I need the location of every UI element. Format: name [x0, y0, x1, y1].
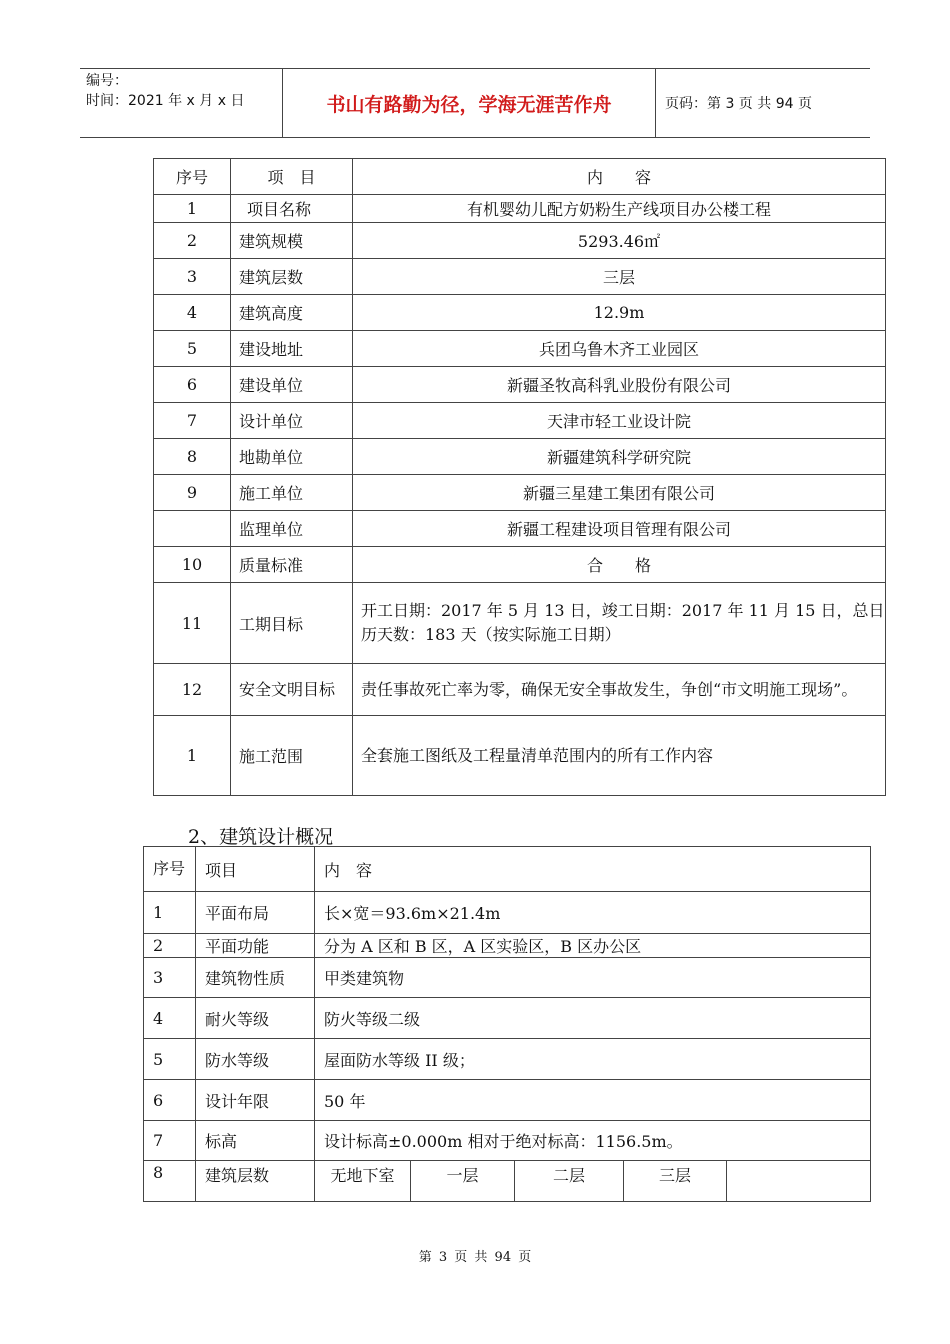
row-seq: 3	[154, 259, 231, 295]
page-footer: 第 3 页 共 94 页	[418, 1250, 532, 1265]
row-content: 合 格	[353, 547, 886, 583]
table-header-row	[154, 159, 886, 195]
row-item: 建筑层数	[196, 1161, 315, 1202]
floor-2: 二层	[515, 1161, 624, 1201]
table-row	[154, 367, 886, 403]
header-cell-item: 项目	[196, 847, 315, 892]
row-content: 开工日期：2017 年 5 月 13 日，竣工日期：2017 年 11 月 15 日，总日历天数：183 天（按实际施工日期）	[353, 583, 886, 664]
row-seq: 11	[154, 583, 231, 664]
row-item: 监理单位	[231, 511, 353, 547]
table-row	[144, 1039, 871, 1080]
design-overview-table	[143, 846, 871, 1202]
table-header-row	[144, 847, 871, 892]
row-seq	[154, 511, 231, 547]
header-motto: 书山有路勤为径，学海无涯苦作舟	[282, 69, 656, 137]
row-content: 设计标高±0.000m 相对于绝对标高：1156.5m。	[315, 1121, 871, 1161]
row-content: 三层	[353, 259, 886, 295]
row-seq: 1	[154, 195, 231, 223]
row-seq: 6	[154, 367, 231, 403]
row-seq: 12	[154, 664, 231, 716]
row-seq: 7	[144, 1121, 196, 1161]
header-meta	[80, 69, 282, 137]
table-row	[154, 716, 886, 796]
row-item: 地勘单位	[231, 439, 353, 475]
row-item: 建设地址	[231, 331, 353, 367]
row-seq: 1	[144, 892, 196, 934]
row-item: 耐火等级	[196, 998, 315, 1039]
row-item: 建筑层数	[231, 259, 353, 295]
floor-basement: 无地下室	[315, 1161, 411, 1201]
row-content: 新疆建筑科学研究院	[353, 439, 886, 475]
table-row	[154, 295, 886, 331]
row-seq: 5	[144, 1039, 196, 1080]
row-seq: 6	[144, 1080, 196, 1121]
row-seq: 8	[154, 439, 231, 475]
row-content: 全套施工图纸及工程量清单范围内的所有工作内容	[353, 716, 886, 796]
header-number: 编号：	[86, 73, 128, 89]
header-cell-item: 项 目	[231, 159, 353, 195]
table-row	[144, 934, 871, 958]
row-item: 设计年限	[196, 1080, 315, 1121]
row-item: 建筑高度	[231, 295, 353, 331]
floors-sub-cells	[315, 1161, 870, 1201]
row-content: 天津市轻工业设计院	[353, 403, 886, 439]
row-content: 新疆圣牧高科乳业股份有限公司	[353, 367, 886, 403]
row-seq: 4	[154, 295, 231, 331]
table-row	[154, 259, 886, 295]
row-content: 兵团乌鲁木齐工业园区	[353, 331, 886, 367]
row-seq: 9	[154, 475, 231, 511]
header-page-number: 页码：第 3 页 共 94 页	[665, 96, 812, 112]
row-item: 防水等级	[196, 1039, 315, 1080]
table-row	[154, 223, 886, 259]
table-row	[154, 547, 886, 583]
row-item: 工期目标	[231, 583, 353, 664]
row-item: 质量标准	[231, 547, 353, 583]
row-content: 50 年	[315, 1080, 871, 1121]
header-cell-content: 内 容	[315, 847, 871, 892]
row-item: 设计单位	[231, 403, 353, 439]
page-header	[80, 68, 870, 138]
row-item: 项目名称	[231, 195, 353, 223]
table-row	[144, 958, 871, 998]
table-row	[154, 583, 886, 664]
row-item: 安全文明目标	[231, 664, 353, 716]
section-title: 2、建筑设计概况	[188, 826, 334, 848]
row-seq: 2	[144, 934, 196, 958]
table-row	[144, 1080, 871, 1121]
row-item: 标高	[196, 1121, 315, 1161]
row-content: 屋面防水等级 II 级；	[315, 1039, 871, 1080]
table-row	[154, 403, 886, 439]
table-row	[154, 664, 886, 716]
row-seq: 2	[154, 223, 231, 259]
row-item: 建筑规模	[231, 223, 353, 259]
row-item: 建设单位	[231, 367, 353, 403]
row-content: 甲类建筑物	[315, 958, 871, 998]
row-content: 责任事故死亡率为零，确保无安全事故发生，争创“市文明施工现场”。	[353, 664, 886, 716]
floor-1: 一层	[411, 1161, 515, 1201]
row-content: 5293.46㎡	[353, 223, 886, 259]
floors-cell	[315, 1161, 871, 1202]
project-overview-table	[153, 158, 886, 796]
header-time: 时间：2021 年 x 月 x 日	[86, 93, 245, 109]
row-item: 施工单位	[231, 475, 353, 511]
table-row	[154, 511, 886, 547]
table-row	[144, 1161, 871, 1202]
row-content: 长×宽＝93.6m×21.4m	[315, 892, 871, 934]
row-item: 建筑物性质	[196, 958, 315, 998]
row-content: 12.9m	[353, 295, 886, 331]
row-seq: 1	[154, 716, 231, 796]
header-cell-seq: 序号	[154, 159, 231, 195]
table-row	[144, 998, 871, 1039]
row-seq: 3	[144, 958, 196, 998]
row-seq: 4	[144, 998, 196, 1039]
row-seq: 10	[154, 547, 231, 583]
row-seq: 5	[154, 331, 231, 367]
table-row	[144, 892, 871, 934]
row-content: 防火等级二级	[315, 998, 871, 1039]
table-row	[144, 1121, 871, 1161]
table-row	[154, 331, 886, 367]
row-content: 新疆工程建设项目管理有限公司	[353, 511, 886, 547]
row-item: 平面功能	[196, 934, 315, 958]
row-content: 新疆三星建工集团有限公司	[353, 475, 886, 511]
table-row	[154, 439, 886, 475]
row-content: 分为 A 区和 B 区，A 区实验区，B 区办公区	[315, 934, 871, 958]
row-seq: 8	[144, 1161, 196, 1202]
floor-3: 三层	[624, 1161, 727, 1201]
row-item: 施工范围	[231, 716, 353, 796]
table-row	[154, 195, 886, 223]
row-content: 有机婴幼儿配方奶粉生产线项目办公楼工程	[353, 195, 886, 223]
row-seq: 7	[154, 403, 231, 439]
header-cell-seq: 序号	[144, 847, 196, 892]
header-cell-content: 内 容	[353, 159, 886, 195]
table-row	[154, 475, 886, 511]
row-item: 平面布局	[196, 892, 315, 934]
